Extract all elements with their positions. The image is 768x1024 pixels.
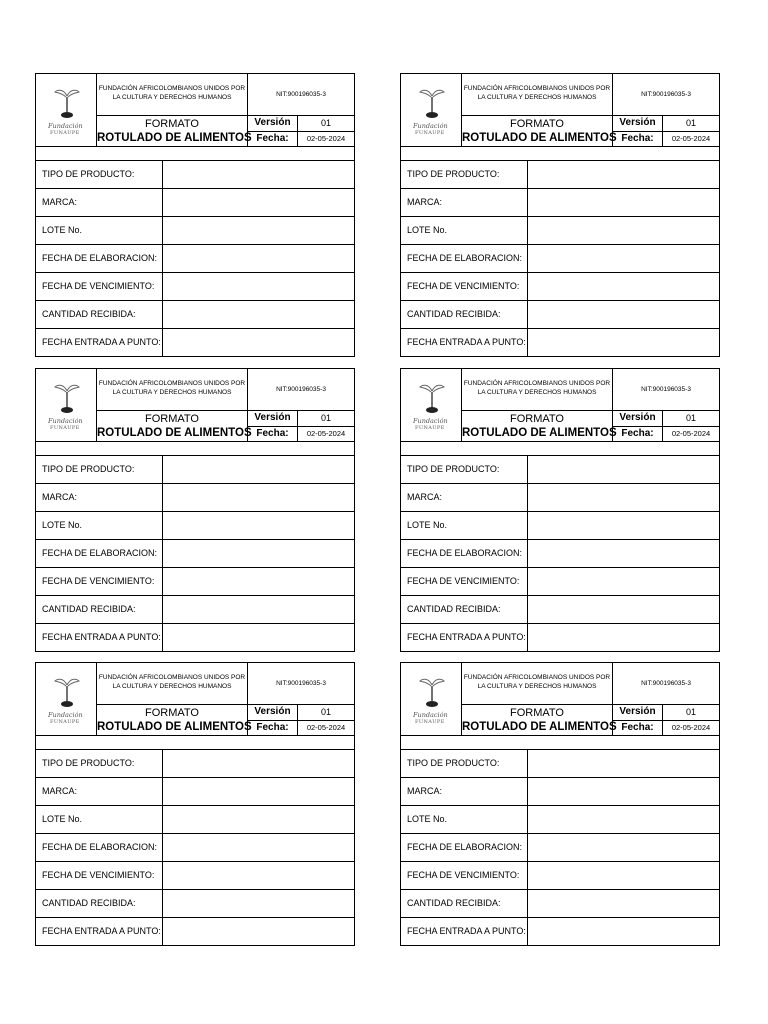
field-row xyxy=(401,777,719,805)
field-label: LOTE No. xyxy=(36,217,163,244)
plant-logo-icon xyxy=(418,671,446,711)
label-fields xyxy=(401,750,719,945)
version-label: Versión xyxy=(248,116,298,131)
date-label: Fecha: xyxy=(613,132,663,147)
label-fields xyxy=(36,750,354,945)
food-label-card xyxy=(400,662,720,946)
field-row xyxy=(401,272,719,300)
label-fields xyxy=(401,456,719,651)
food-label-card xyxy=(35,662,355,946)
field-label: MARCA: xyxy=(401,189,528,216)
field-label: FECHA DE VENCIMIENTO: xyxy=(36,862,163,889)
field-label: TIPO DE PRODUCTO: xyxy=(401,750,528,777)
field-value-box[interactable] xyxy=(528,189,719,216)
card-header xyxy=(36,663,354,736)
field-value-box[interactable] xyxy=(163,778,354,805)
field-row xyxy=(401,161,719,188)
foundation-logo xyxy=(401,663,462,735)
field-value-box[interactable] xyxy=(528,484,719,511)
field-row xyxy=(36,188,354,216)
field-row xyxy=(36,595,354,623)
foundation-logo xyxy=(401,74,462,146)
field-row xyxy=(36,511,354,539)
field-value-box[interactable] xyxy=(528,245,719,272)
card-header xyxy=(401,369,719,442)
version-label: Versión xyxy=(248,411,298,426)
field-label: MARCA: xyxy=(36,778,163,805)
card-header xyxy=(401,663,719,736)
logo-text-fundacion: Fundación xyxy=(413,417,448,425)
field-value-box[interactable] xyxy=(163,301,354,328)
field-value-box[interactable] xyxy=(528,596,719,623)
plant-logo-icon xyxy=(418,377,446,417)
logo-text-fundacion: Fundación xyxy=(48,122,83,130)
field-label: CANTIDAD RECIBIDA: xyxy=(401,301,528,328)
field-value-box[interactable] xyxy=(528,512,719,539)
field-row xyxy=(401,328,719,356)
field-value-box[interactable] xyxy=(163,750,354,777)
field-value-box[interactable] xyxy=(163,918,354,945)
food-label-card xyxy=(35,368,355,652)
field-label: FECHA ENTRADA A PUNTO: xyxy=(36,918,163,945)
format-title: ROTULADO DE ALIMENTOS xyxy=(97,427,252,439)
logo-text-fundacion: Fundación xyxy=(413,122,448,130)
field-label: TIPO DE PRODUCTO: xyxy=(36,750,163,777)
field-row xyxy=(36,917,354,945)
field-value-box[interactable] xyxy=(528,918,719,945)
field-value-box[interactable] xyxy=(163,189,354,216)
field-value-box[interactable] xyxy=(163,834,354,861)
field-row xyxy=(401,188,719,216)
field-row xyxy=(36,328,354,356)
field-row xyxy=(36,567,354,595)
field-label: FECHA DE ELABORACION: xyxy=(401,245,528,272)
field-row xyxy=(36,861,354,889)
field-label: TIPO DE PRODUCTO: xyxy=(36,161,163,188)
logo-text-name: FUNAUPE xyxy=(50,425,80,431)
field-label: FECHA ENTRADA A PUNTO: xyxy=(401,624,528,651)
field-value-box[interactable] xyxy=(163,890,354,917)
field-row xyxy=(401,456,719,483)
format-label: FORMATO xyxy=(145,118,199,130)
food-label-card xyxy=(35,73,355,357)
field-value-box[interactable] xyxy=(163,596,354,623)
plant-logo-icon xyxy=(418,82,446,122)
field-value-box[interactable] xyxy=(163,329,354,356)
field-row xyxy=(401,805,719,833)
organization-name: FUNDACIÓN AFRICOLOMBIANOS UNIDOS POR LA CULTURA Y DERECHOS HUMANOS xyxy=(462,369,613,410)
plant-logo-icon xyxy=(53,671,81,711)
field-label: FECHA DE ELABORACION: xyxy=(401,834,528,861)
field-row xyxy=(36,777,354,805)
logo-text-name: FUNAUPE xyxy=(415,425,445,431)
organization-name: FUNDACIÓN AFRICOLOMBIANOS UNIDOS POR LA CULTURA Y DERECHOS HUMANOS xyxy=(97,663,248,704)
field-value-box[interactable] xyxy=(528,217,719,244)
date-label: Fecha: xyxy=(248,132,298,147)
field-value-box[interactable] xyxy=(163,806,354,833)
field-value-box[interactable] xyxy=(528,834,719,861)
version-value: 01 xyxy=(320,707,331,717)
field-row xyxy=(401,216,719,244)
plant-logo-icon xyxy=(53,377,81,417)
version-value: 01 xyxy=(320,413,331,423)
logo-text-fundacion: Fundación xyxy=(48,711,83,719)
format-label: FORMATO xyxy=(510,707,564,719)
field-value-box[interactable] xyxy=(528,301,719,328)
field-row xyxy=(401,861,719,889)
field-label: CANTIDAD RECIBIDA: xyxy=(401,596,528,623)
field-label: FECHA DE ELABORACION: xyxy=(401,540,528,567)
field-label: FECHA DE ELABORACION: xyxy=(36,834,163,861)
field-label: LOTE No. xyxy=(401,512,528,539)
card-header xyxy=(36,74,354,147)
field-label: CANTIDAD RECIBIDA: xyxy=(36,301,163,328)
field-row xyxy=(36,161,354,188)
field-label: TIPO DE PRODUCTO: xyxy=(401,161,528,188)
date-value: 02-05-2024 xyxy=(671,428,711,438)
field-row xyxy=(36,244,354,272)
field-row xyxy=(401,244,719,272)
field-row xyxy=(36,750,354,777)
field-row xyxy=(401,917,719,945)
field-row xyxy=(401,511,719,539)
field-value-box[interactable] xyxy=(163,484,354,511)
field-label: MARCA: xyxy=(36,189,163,216)
logo-text-name: FUNAUPE xyxy=(415,719,445,725)
field-label: TIPO DE PRODUCTO: xyxy=(36,456,163,483)
format-label: FORMATO xyxy=(145,413,199,425)
version-label: Versión xyxy=(613,705,663,720)
format-label: FORMATO xyxy=(510,413,564,425)
field-value-box[interactable] xyxy=(163,568,354,595)
date-label: Fecha: xyxy=(613,427,663,442)
organization-name: FUNDACIÓN AFRICOLOMBIANOS UNIDOS POR LA CULTURA Y DERECHOS HUMANOS xyxy=(462,74,613,115)
field-value-box[interactable] xyxy=(163,624,354,651)
field-value-box[interactable] xyxy=(528,540,719,567)
field-row xyxy=(401,300,719,328)
nit-number: NIT:900196035-3 xyxy=(641,386,691,393)
field-row xyxy=(401,483,719,511)
field-row xyxy=(36,272,354,300)
field-label: FECHA DE VENCIMIENTO: xyxy=(36,568,163,595)
format-label: FORMATO xyxy=(510,118,564,130)
food-label-card xyxy=(400,368,720,652)
version-label: Versión xyxy=(613,411,663,426)
field-label: MARCA: xyxy=(401,778,528,805)
foundation-logo xyxy=(36,369,97,441)
logo-text-fundacion: Fundación xyxy=(413,711,448,719)
field-label: FECHA DE VENCIMIENTO: xyxy=(36,273,163,300)
field-label: LOTE No. xyxy=(36,806,163,833)
version-value: 01 xyxy=(685,707,696,717)
field-label: CANTIDAD RECIBIDA: xyxy=(401,890,528,917)
field-row xyxy=(401,750,719,777)
field-label: FECHA DE ELABORACION: xyxy=(36,245,163,272)
field-value-box[interactable] xyxy=(163,862,354,889)
field-row xyxy=(36,483,354,511)
label-fields xyxy=(36,456,354,651)
field-row xyxy=(36,889,354,917)
field-value-box[interactable] xyxy=(163,456,354,483)
field-value-box[interactable] xyxy=(163,512,354,539)
field-label: TIPO DE PRODUCTO: xyxy=(401,456,528,483)
nit-number: NIT:900196035-3 xyxy=(641,680,691,687)
field-label: LOTE No. xyxy=(401,806,528,833)
format-title: ROTULADO DE ALIMENTOS xyxy=(97,721,252,733)
field-row xyxy=(401,833,719,861)
date-value: 02-05-2024 xyxy=(671,722,711,732)
date-value: 02-05-2024 xyxy=(306,722,346,732)
field-row xyxy=(401,539,719,567)
field-value-box[interactable] xyxy=(528,862,719,889)
field-label: MARCA: xyxy=(36,484,163,511)
foundation-logo xyxy=(401,369,462,441)
field-value-box[interactable] xyxy=(528,273,719,300)
field-row xyxy=(36,805,354,833)
field-label: FECHA DE VENCIMIENTO: xyxy=(401,273,528,300)
date-label: Fecha: xyxy=(613,721,663,736)
field-value-box[interactable] xyxy=(163,540,354,567)
field-value-box[interactable] xyxy=(528,624,719,651)
field-value-box[interactable] xyxy=(163,161,354,188)
field-label: FECHA ENTRADA A PUNTO: xyxy=(401,329,528,356)
date-label: Fecha: xyxy=(248,427,298,442)
field-label: CANTIDAD RECIBIDA: xyxy=(36,596,163,623)
logo-text-name: FUNAUPE xyxy=(50,130,80,136)
field-value-box[interactable] xyxy=(528,778,719,805)
header-spacer xyxy=(36,442,354,456)
date-value: 02-05-2024 xyxy=(306,428,346,438)
field-value-box[interactable] xyxy=(528,890,719,917)
date-label: Fecha: xyxy=(248,721,298,736)
field-label: FECHA ENTRADA A PUNTO: xyxy=(36,624,163,651)
card-header xyxy=(36,369,354,442)
field-label: FECHA DE VENCIMIENTO: xyxy=(401,568,528,595)
field-row xyxy=(36,833,354,861)
header-spacer xyxy=(401,442,719,456)
format-label: FORMATO xyxy=(145,707,199,719)
format-title: ROTULADO DE ALIMENTOS xyxy=(462,427,617,439)
field-value-box[interactable] xyxy=(528,329,719,356)
field-row xyxy=(401,623,719,651)
card-header xyxy=(401,74,719,147)
field-label: FECHA ENTRADA A PUNTO: xyxy=(36,329,163,356)
nit-number: NIT:900196035-3 xyxy=(276,680,326,687)
format-title: ROTULADO DE ALIMENTOS xyxy=(462,132,617,144)
version-value: 01 xyxy=(685,118,696,128)
field-label: FECHA ENTRADA A PUNTO: xyxy=(401,918,528,945)
field-label: FECHA DE VENCIMIENTO: xyxy=(401,862,528,889)
nit-number: NIT:900196035-3 xyxy=(641,91,691,98)
field-row xyxy=(401,889,719,917)
field-value-box[interactable] xyxy=(528,456,719,483)
plant-logo-icon xyxy=(53,82,81,122)
date-value: 02-05-2024 xyxy=(306,133,346,143)
field-row xyxy=(36,456,354,483)
field-row xyxy=(36,539,354,567)
header-spacer xyxy=(401,736,719,750)
field-value-box[interactable] xyxy=(528,750,719,777)
date-value: 02-05-2024 xyxy=(671,133,711,143)
field-value-box[interactable] xyxy=(528,568,719,595)
version-label: Versión xyxy=(613,116,663,131)
field-row xyxy=(36,216,354,244)
field-value-box[interactable] xyxy=(528,161,719,188)
logo-text-name: FUNAUPE xyxy=(415,130,445,136)
foundation-logo xyxy=(36,74,97,146)
field-label: MARCA: xyxy=(401,484,528,511)
organization-name: FUNDACIÓN AFRICOLOMBIANOS UNIDOS POR LA CULTURA Y DERECHOS HUMANOS xyxy=(97,74,248,115)
field-row xyxy=(36,623,354,651)
label-fields xyxy=(401,161,719,356)
field-row xyxy=(401,567,719,595)
field-row xyxy=(36,300,354,328)
label-fields xyxy=(36,161,354,356)
format-title: ROTULADO DE ALIMENTOS xyxy=(462,721,617,733)
field-value-box[interactable] xyxy=(528,806,719,833)
header-spacer xyxy=(401,147,719,161)
header-spacer xyxy=(36,147,354,161)
field-row xyxy=(401,595,719,623)
nit-number: NIT:900196035-3 xyxy=(276,386,326,393)
version-value: 01 xyxy=(320,118,331,128)
logo-text-name: FUNAUPE xyxy=(50,719,80,725)
field-label: LOTE No. xyxy=(401,217,528,244)
foundation-logo xyxy=(36,663,97,735)
version-value: 01 xyxy=(685,413,696,423)
field-value-box[interactable] xyxy=(163,273,354,300)
field-label: FECHA DE ELABORACION: xyxy=(36,540,163,567)
organization-name: FUNDACIÓN AFRICOLOMBIANOS UNIDOS POR LA CULTURA Y DERECHOS HUMANOS xyxy=(462,663,613,704)
version-label: Versión xyxy=(248,705,298,720)
field-label: LOTE No. xyxy=(36,512,163,539)
field-value-box[interactable] xyxy=(163,217,354,244)
format-title: ROTULADO DE ALIMENTOS xyxy=(97,132,252,144)
logo-text-fundacion: Fundación xyxy=(48,417,83,425)
food-label-card xyxy=(400,73,720,357)
nit-number: NIT:900196035-3 xyxy=(276,91,326,98)
header-spacer xyxy=(36,736,354,750)
field-value-box[interactable] xyxy=(163,245,354,272)
field-label: CANTIDAD RECIBIDA: xyxy=(36,890,163,917)
organization-name: FUNDACIÓN AFRICOLOMBIANOS UNIDOS POR LA CULTURA Y DERECHOS HUMANOS xyxy=(97,369,248,410)
